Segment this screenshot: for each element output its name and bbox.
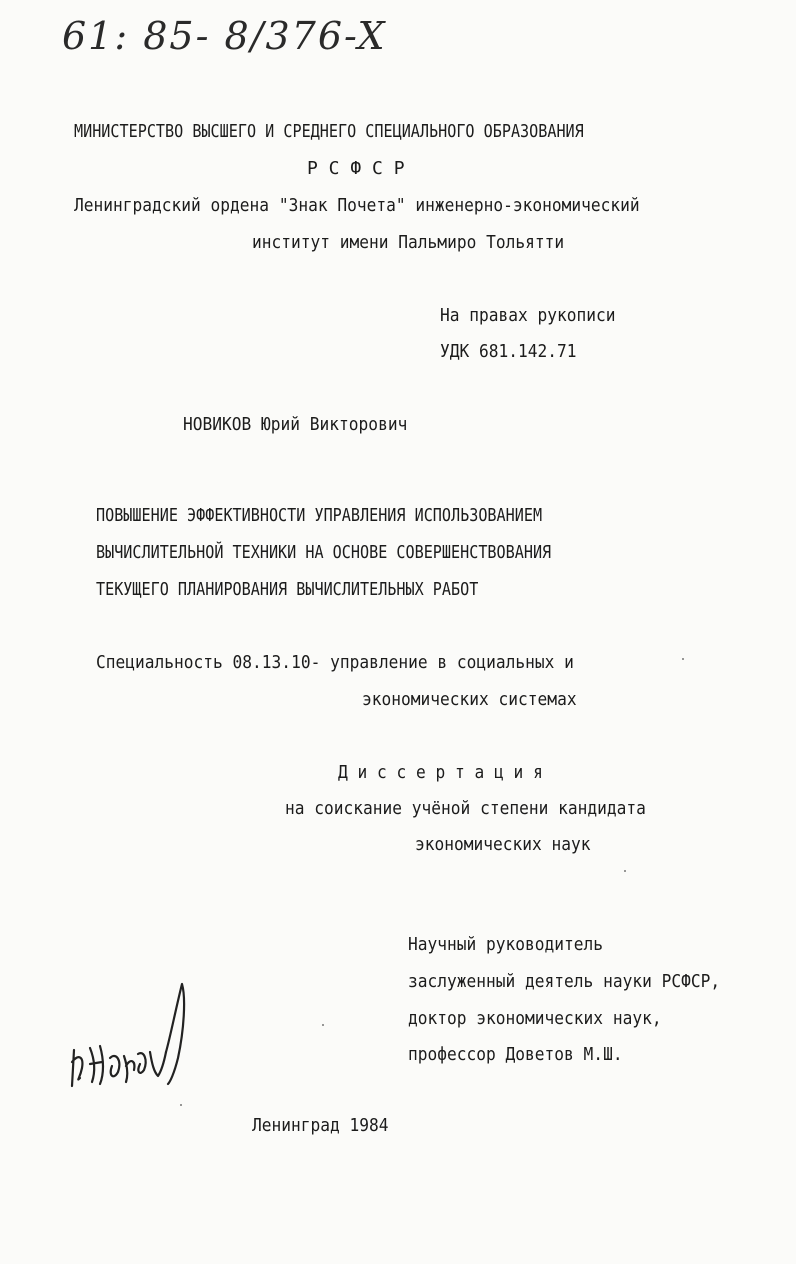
supervisor-line-1: Научный руководитель: [408, 934, 604, 955]
udk-code: УДК 681.142.71: [440, 341, 577, 362]
scan-speck: [624, 870, 626, 872]
degree-line-1: на соискание учёной степени кандидата: [285, 798, 646, 819]
specialty-line-1: Специальность 08.13.10- управление в социальных и: [96, 652, 574, 673]
institute-line-1: Ленинградский ордена "Знак Почета" инженерно-экономический: [74, 195, 640, 216]
supervisor-line-3: доктор экономических наук,: [408, 1008, 662, 1029]
institute-line-2: институт имени Пальмиро Тольятти: [252, 232, 565, 253]
supervisor-line-4: профессор Доветов М.Ш.: [408, 1044, 623, 1065]
specialty-line-2: экономических системах: [362, 689, 577, 710]
supervisor-line-2: заслуженный деятель науки РСФСР,: [408, 971, 721, 992]
title-line-3: ТЕКУЩЕГО ПЛАНИРОВАНИЯ ВЫЧИСЛИТЕЛЬНЫХ РАБОТ: [96, 579, 479, 600]
title-line-1: ПОВЫШЕНИЕ ЭФФЕКТИВНОСТИ УПРАВЛЕНИЯ ИСПОЛЬЗОВАНИЕМ: [96, 505, 543, 526]
city-year: Ленинград 1984: [252, 1115, 389, 1136]
scan-speck: [180, 1104, 182, 1106]
degree-line-2: экономических наук: [415, 834, 591, 855]
republic-line: Р С Ф С Р: [307, 158, 405, 179]
rights-note: На правах рукописи: [440, 305, 616, 326]
scan-speck: [322, 1024, 324, 1026]
archive-number-handwritten: 61: 85- 8/376-X: [62, 14, 387, 58]
author-name: НОВИКОВ Юрий Викторович: [183, 414, 408, 435]
ministry-line: МИНИСТЕРСТВО ВЫСШЕГО И СРЕДНЕГО СПЕЦИАЛЬНОГО ОБРАЗОВАНИЯ: [74, 121, 584, 142]
scan-speck: [682, 658, 684, 660]
title-line-2: ВЫЧИСЛИТЕЛЬНОЙ ТЕХНИКИ НА ОСНОВЕ СОВЕРШЕНСТВОВАНИЯ: [96, 542, 552, 563]
dissertation-word: Д и с с е р т а ц и я: [338, 762, 543, 783]
author-signature: [66, 978, 196, 1098]
